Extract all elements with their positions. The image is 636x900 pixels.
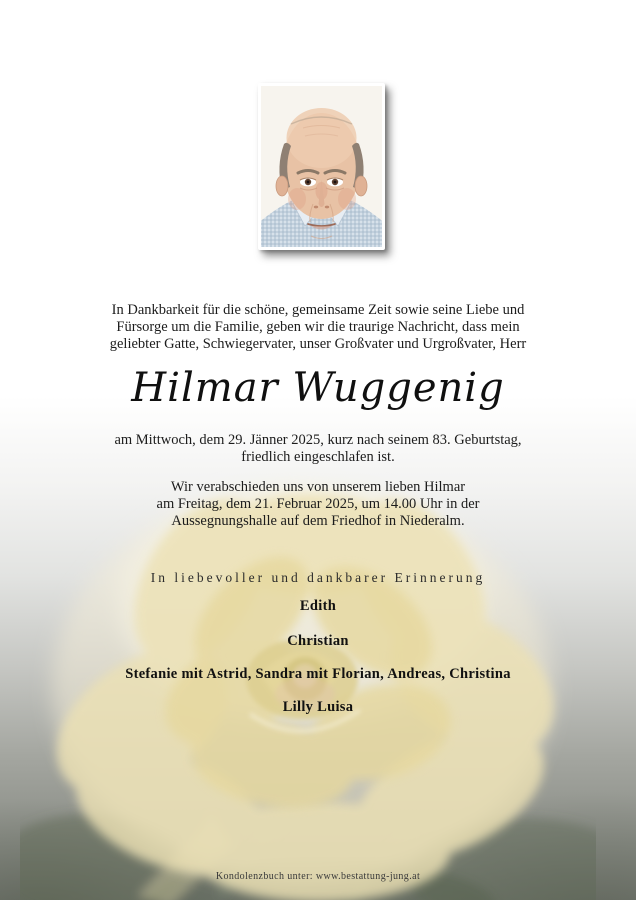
portrait-photo-art [261, 86, 382, 247]
mourner-name: Stefanie mit Astrid, Sandra mit Florian, Andreas, Christina [125, 666, 511, 682]
intro-line: geliebter Gatte, Schwiegervater, unser Großvater und Urgroßvater, Herr [109, 336, 527, 352]
farewell-info [0, 479, 636, 530]
mourner-name: Christian [287, 633, 349, 649]
condolence-footer: Kondolenzbuch unter: www.bestattung-jung.at [215, 871, 421, 882]
portrait-photo [258, 83, 385, 250]
death-info-line: am Mittwoch, dem 29. Jänner 2025, kurz nach seinem 83. Geburtstag, [114, 432, 522, 448]
farewell-line: Wir verabschieden uns von unserem lieben Hilmar [170, 479, 466, 495]
farewell-line: Aussegnungshalle auf dem Friedhof in Niederalm. [171, 513, 465, 529]
intro-line: In Dankbarkeit für die schöne, gemeinsame Zeit sowie seine Liebe und [111, 302, 525, 318]
intro-paragraph [0, 302, 636, 353]
death-info [0, 432, 636, 466]
death-info-line: friedlich eingeschlafen ist. [241, 449, 395, 465]
deceased-name: Hilmar Wuggenig [131, 365, 505, 411]
remembrance-heading: In liebevoller und dankbarer Erinnerung [150, 570, 486, 585]
mourner-name: Lilly Luisa [282, 699, 354, 715]
intro-line: Fürsorge um die Familie, geben wir die traurige Nachricht, dass mein [116, 319, 520, 335]
mourner-name: Edith [299, 598, 337, 614]
farewell-line: am Freitag, dem 21. Februar 2025, um 14.00 Uhr in der [156, 496, 480, 512]
